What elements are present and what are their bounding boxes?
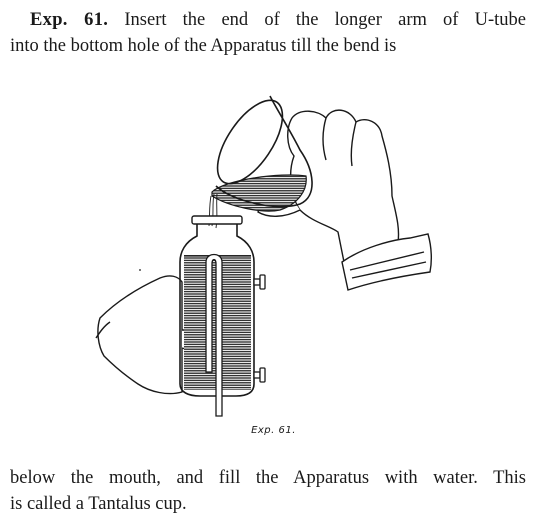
instruction-line-3: below the mouth, and fill the Apparatus with water. This	[10, 468, 526, 488]
experiment-label: Exp. 61.	[30, 10, 109, 30]
instruction-line-2: into the bottom hole of the Apparatus till the bend is	[10, 36, 397, 56]
instruction-paragraph-bottom	[10, 465, 526, 517]
side-screws	[254, 275, 265, 382]
instruction-line-4: is called a Tantalus cup.	[10, 494, 187, 514]
figure-caption: Exp. 61.	[251, 425, 296, 436]
instruction-line-1-text: Insert the end of the longer arm of U-tube	[124, 10, 526, 30]
ink-speck	[139, 269, 141, 271]
